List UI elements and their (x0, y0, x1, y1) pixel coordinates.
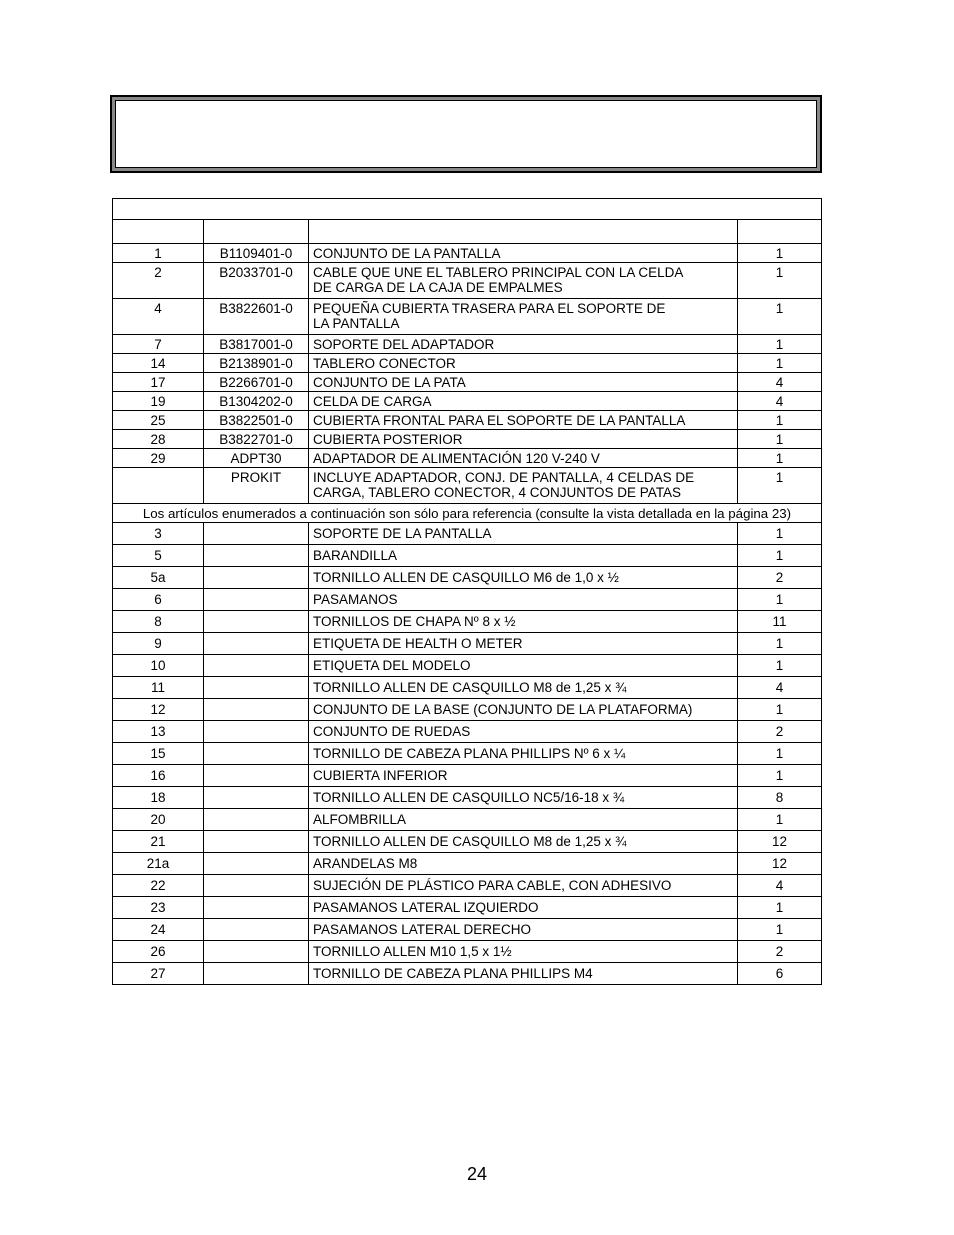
description-cell: SOPORTE DE LA PANTALLA (309, 523, 738, 545)
description-cell: CABLE QUE UNE EL TABLERO PRINCIPAL CON LA CELDA DE CARGA DE LA CAJA DE EMPALMES (309, 263, 738, 299)
description-cell: TORNILLO ALLEN M10 1,5 x 1½ (309, 941, 738, 963)
part-number-cell (204, 567, 309, 589)
quantity-cell: 4 (738, 875, 822, 897)
quantity-cell: 1 (738, 655, 822, 677)
header-title-box (110, 95, 822, 173)
table-row (113, 411, 822, 430)
part-number-cell (204, 589, 309, 611)
item-number-cell: 21 (113, 831, 204, 853)
table-row (113, 765, 822, 787)
description-cell: BARANDILLA (309, 545, 738, 567)
description-cell: PASAMANOS LATERAL IZQUIERDO (309, 897, 738, 919)
quantity-cell: 1 (738, 468, 822, 504)
reference-note: Los artículos enumerados a continuación son sólo para referencia (consulte la vista detallada en la página 23) (113, 504, 822, 523)
description-cell: ARANDELAS M8 (309, 853, 738, 875)
part-number-cell (204, 545, 309, 567)
table-row (113, 897, 822, 919)
item-number-cell: 19 (113, 392, 204, 411)
part-number-cell (204, 743, 309, 765)
header-part-number (204, 220, 309, 244)
description-cell: CONJUNTO DE LA PANTALLA (309, 244, 738, 263)
table-row (113, 545, 822, 567)
table-title-row (113, 199, 822, 220)
part-number-cell (204, 787, 309, 809)
item-number-cell: 29 (113, 449, 204, 468)
description-cell: CELDA DE CARGA (309, 392, 738, 411)
table-row (113, 373, 822, 392)
quantity-cell: 8 (738, 787, 822, 809)
part-number-cell (204, 919, 309, 941)
table-row (113, 611, 822, 633)
part-number-cell (204, 831, 309, 853)
part-number-cell (204, 655, 309, 677)
description-cell: TORNILLOS DE CHAPA Nº 8 x ½ (309, 611, 738, 633)
description-cell: TORNILLO DE CABEZA PLANA PHILLIPS M4 (309, 963, 738, 985)
table-row (113, 963, 822, 985)
quantity-cell: 1 (738, 244, 822, 263)
quantity-cell: 2 (738, 567, 822, 589)
quantity-cell: 1 (738, 299, 822, 335)
part-number-cell: B3822601-0 (204, 299, 309, 335)
part-number-cell (204, 611, 309, 633)
item-number-cell: 5a (113, 567, 204, 589)
quantity-cell: 1 (738, 633, 822, 655)
item-number-cell: 16 (113, 765, 204, 787)
description-cell: SUJECIÓN DE PLÁSTICO PARA CABLE, CON ADHESIVO (309, 875, 738, 897)
quantity-cell: 1 (738, 743, 822, 765)
item-number-cell: 13 (113, 721, 204, 743)
description-cell: TORNILLO DE CABEZA PLANA PHILLIPS Nº 6 x ¼ (309, 743, 738, 765)
part-number-cell (204, 523, 309, 545)
item-number-cell: 6 (113, 589, 204, 611)
table-row (113, 787, 822, 809)
table-row (113, 655, 822, 677)
table-row (113, 335, 822, 354)
page-number: 24 (466, 1164, 488, 1184)
quantity-cell: 1 (738, 589, 822, 611)
quantity-cell: 1 (738, 699, 822, 721)
quantity-cell: 4 (738, 373, 822, 392)
item-number-cell: 26 (113, 941, 204, 963)
item-number-cell: 27 (113, 963, 204, 985)
header-quantity (738, 220, 822, 244)
description-cell: PASAMANOS (309, 589, 738, 611)
item-number-cell: 28 (113, 430, 204, 449)
quantity-cell: 1 (738, 809, 822, 831)
quantity-cell: 1 (738, 897, 822, 919)
item-number-cell: 1 (113, 244, 204, 263)
quantity-cell: 4 (738, 677, 822, 699)
part-number-cell: PROKIT (204, 468, 309, 504)
table-row (113, 677, 822, 699)
item-number-cell: 24 (113, 919, 204, 941)
item-number-cell: 21a (113, 853, 204, 875)
description-cell: PASAMANOS LATERAL DERECHO (309, 919, 738, 941)
table-row (113, 941, 822, 963)
quantity-cell: 1 (738, 430, 822, 449)
table-title (113, 199, 822, 220)
part-number-cell (204, 941, 309, 963)
table-row (113, 853, 822, 875)
description-cell: CONJUNTO DE LA BASE (CONJUNTO DE LA PLATAFORMA) (309, 699, 738, 721)
quantity-cell: 1 (738, 449, 822, 468)
table-row (113, 263, 822, 299)
part-number-cell (204, 721, 309, 743)
item-number-cell: 2 (113, 263, 204, 299)
table-row (113, 919, 822, 941)
description-cell: TORNILLO ALLEN DE CASQUILLO M8 de 1,25 x ¾ (309, 831, 738, 853)
table-row (113, 523, 822, 545)
part-number-cell: B1304202-0 (204, 392, 309, 411)
table-row (113, 809, 822, 831)
description-cell: TORNILLO ALLEN DE CASQUILLO M6 de 1,0 x ½ (309, 567, 738, 589)
quantity-cell: 11 (738, 611, 822, 633)
quantity-cell: 1 (738, 354, 822, 373)
description-cell: CONJUNTO DE RUEDAS (309, 721, 738, 743)
item-number-cell: 22 (113, 875, 204, 897)
part-number-cell: ADPT30 (204, 449, 309, 468)
part-number-cell: B3822701-0 (204, 430, 309, 449)
table-row (113, 299, 822, 335)
quantity-cell: 4 (738, 392, 822, 411)
quantity-cell: 1 (738, 263, 822, 299)
item-number-cell: 20 (113, 809, 204, 831)
description-cell: SOPORTE DEL ADAPTADOR (309, 335, 738, 354)
part-number-cell (204, 853, 309, 875)
part-number-cell (204, 897, 309, 919)
description-cell: TORNILLO ALLEN DE CASQUILLO M8 de 1,25 x ¾ (309, 677, 738, 699)
part-number-cell (204, 875, 309, 897)
quantity-cell: 1 (738, 545, 822, 567)
quantity-cell: 2 (738, 941, 822, 963)
item-number-cell: 7 (113, 335, 204, 354)
quantity-cell: 12 (738, 831, 822, 853)
table-row (113, 468, 822, 504)
description-cell: CUBIERTA INFERIOR (309, 765, 738, 787)
table-row (113, 721, 822, 743)
table-row (113, 699, 822, 721)
table-row (113, 633, 822, 655)
description-cell: TABLERO CONECTOR (309, 354, 738, 373)
parts-table (112, 198, 822, 985)
table-header-row (113, 220, 822, 244)
quantity-cell: 1 (738, 523, 822, 545)
item-number-cell: 25 (113, 411, 204, 430)
part-number-cell: B1109401-0 (204, 244, 309, 263)
item-number-cell: 14 (113, 354, 204, 373)
part-number-cell: B3822501-0 (204, 411, 309, 430)
header-description (309, 220, 738, 244)
quantity-cell: 1 (738, 765, 822, 787)
item-number-cell: 12 (113, 699, 204, 721)
quantity-cell: 1 (738, 919, 822, 941)
description-cell: ETIQUETA DEL MODELO (309, 655, 738, 677)
part-number-cell (204, 765, 309, 787)
table-row (113, 449, 822, 468)
part-number-cell (204, 633, 309, 655)
table-row (113, 589, 822, 611)
item-number-cell: 17 (113, 373, 204, 392)
header-title (115, 100, 817, 168)
part-number-cell (204, 699, 309, 721)
item-number-cell: 18 (113, 787, 204, 809)
description-cell: CONJUNTO DE LA PATA (309, 373, 738, 392)
item-number-cell: 23 (113, 897, 204, 919)
part-number-cell: B2138901-0 (204, 354, 309, 373)
table-row (113, 743, 822, 765)
description-cell: CUBIERTA FRONTAL PARA EL SOPORTE DE LA PANTALLA (309, 411, 738, 430)
item-number-cell: 10 (113, 655, 204, 677)
quantity-cell: 1 (738, 411, 822, 430)
table-row (113, 567, 822, 589)
description-cell: INCLUYE ADAPTADOR, CONJ. DE PANTALLA, 4 CELDAS DE CARGA, TABLERO CONECTOR, 4 CONJUNTOS DE PATAS (309, 468, 738, 504)
description-cell: ALFOMBRILLA (309, 809, 738, 831)
quantity-cell: 12 (738, 853, 822, 875)
part-number-cell: B2266701-0 (204, 373, 309, 392)
quantity-cell: 2 (738, 721, 822, 743)
item-number-cell: 5 (113, 545, 204, 567)
item-number-cell: 15 (113, 743, 204, 765)
part-number-cell (204, 677, 309, 699)
item-number-cell: 4 (113, 299, 204, 335)
description-cell: CUBIERTA POSTERIOR (309, 430, 738, 449)
item-number-cell (113, 468, 204, 504)
item-number-cell: 8 (113, 611, 204, 633)
description-cell: TORNILLO ALLEN DE CASQUILLO NC5/16-18 x ¾ (309, 787, 738, 809)
part-number-cell (204, 809, 309, 831)
item-number-cell: 3 (113, 523, 204, 545)
part-number-cell: B2033701-0 (204, 263, 309, 299)
quantity-cell: 1 (738, 335, 822, 354)
part-number-cell: B3817001-0 (204, 335, 309, 354)
part-number-cell (204, 963, 309, 985)
item-number-cell: 9 (113, 633, 204, 655)
header-item (113, 220, 204, 244)
table-row (113, 430, 822, 449)
table-row (113, 392, 822, 411)
item-number-cell: 11 (113, 677, 204, 699)
description-cell: ETIQUETA DE HEALTH O METER (309, 633, 738, 655)
description-cell: PEQUEÑA CUBIERTA TRASERA PARA EL SOPORTE DE LA PANTALLA (309, 299, 738, 335)
table-row (113, 875, 822, 897)
table-row (113, 354, 822, 373)
description-cell: ADAPTADOR DE ALIMENTACIÓN 120 V-240 V (309, 449, 738, 468)
reference-note-row (113, 504, 822, 523)
table-row (113, 831, 822, 853)
quantity-cell: 6 (738, 963, 822, 985)
table-row (113, 244, 822, 263)
